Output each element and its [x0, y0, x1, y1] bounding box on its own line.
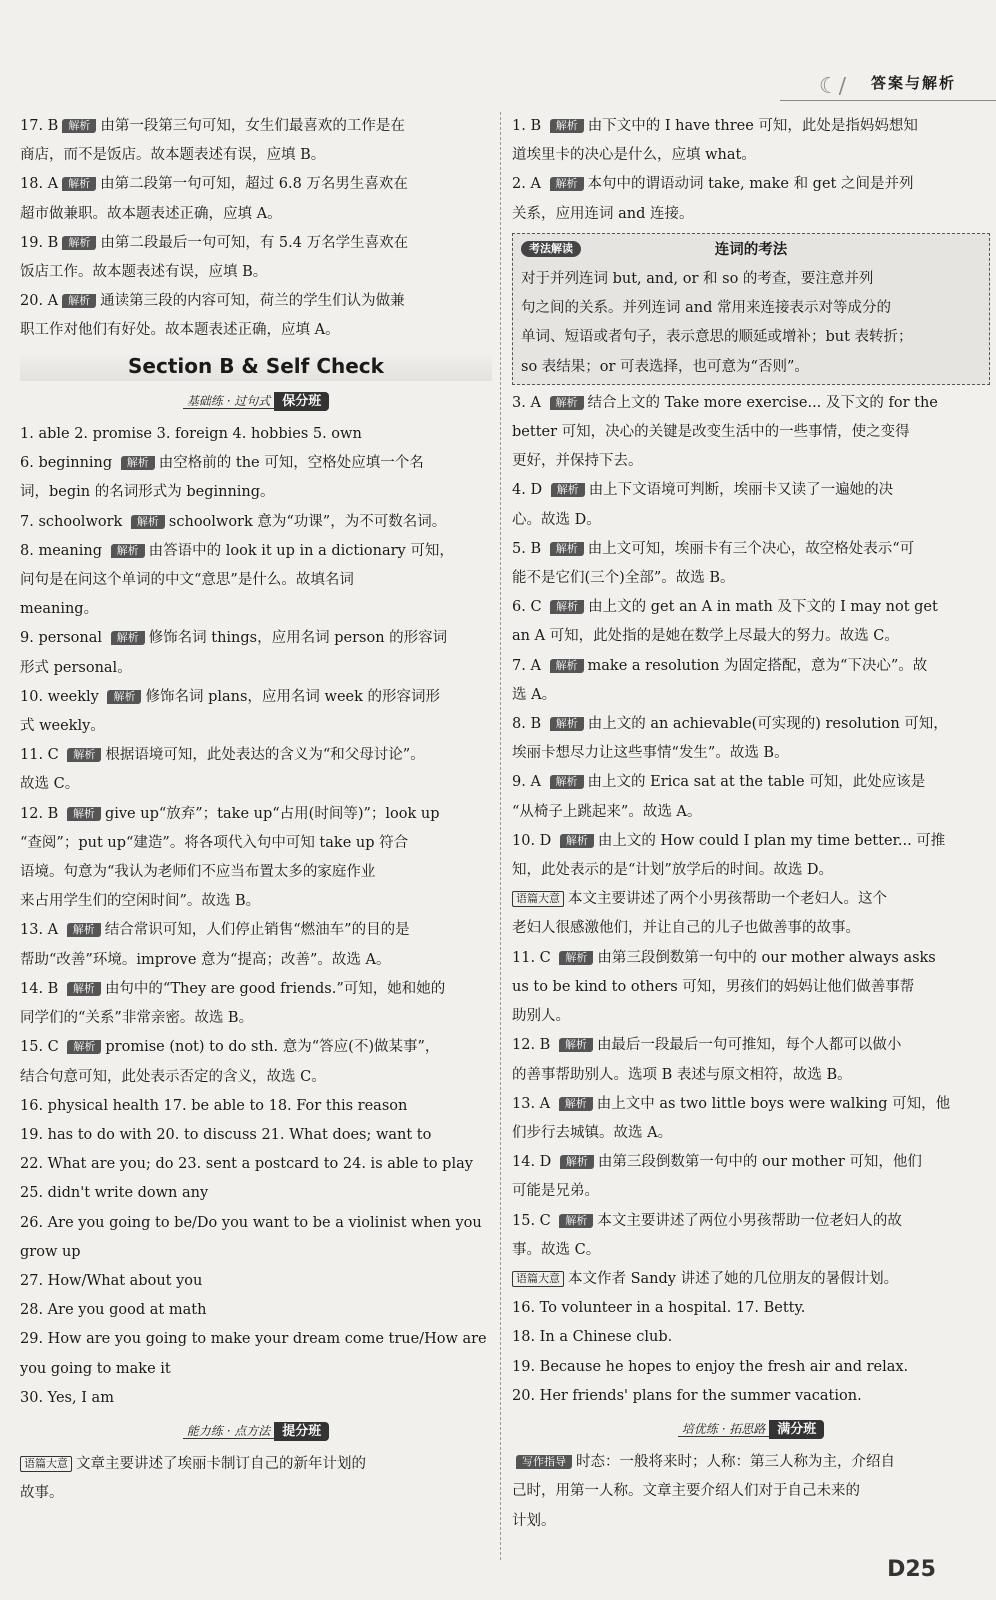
summary-tag: 语篇大意	[512, 1271, 564, 1287]
analysis-tag: 解析	[550, 542, 584, 556]
writing-line: 计划。	[512, 1512, 556, 1529]
header-title: 答案与解析	[870, 74, 956, 92]
answer-line: 28. Are you good at math	[20, 1302, 207, 1319]
answer-line: 12. B 解析 由最后一段最后一句可推知，每个人都可以做小	[512, 1037, 902, 1054]
banner-level: 提分班	[274, 1422, 329, 1441]
answer-line: 心。故选 D。	[512, 511, 601, 528]
summary-line: 故事。	[20, 1485, 64, 1502]
analysis-tag: 解析	[559, 1097, 593, 1111]
analysis-tag: 解析	[111, 631, 145, 645]
answer-line: meaning。	[20, 601, 99, 618]
analysis-tag: 解析	[131, 515, 165, 529]
analysis-tag: 解析	[67, 1040, 101, 1054]
answer-line: an A 可知，此处指的是她在数学上尽最大的努力。故选 C。	[512, 628, 899, 645]
tip-box-line: 句之间的关系。并列连词 and 常用来连接表示对等成分的	[521, 300, 891, 317]
tip-box-line: so 表结果；or 可表选择，也可意为“否则”。	[521, 358, 809, 375]
analysis-tag: 解析	[560, 1155, 594, 1169]
section-title: Section B & Self Check	[20, 352, 492, 381]
answer-line: 10. weekly 解析 修饰名词 plans，应用名词 week 的形容词形	[20, 688, 440, 705]
analysis-tag: 解析	[62, 119, 96, 133]
analysis-tag: 解析	[550, 119, 584, 133]
analysis-tag: 解析	[111, 544, 145, 558]
right-column	[512, 112, 990, 1536]
answer-line: 15. C 解析 本文主要讲述了两位小男孩帮助一位老妇人的故	[512, 1212, 902, 1229]
summary-tag: 语篇大意	[512, 891, 564, 907]
answer-line: 18. A 解析 由第二段第一句可知，超过 6.8 万名男生喜欢在	[20, 176, 408, 193]
answer-line: us to be kind to others 可知，男孩们的妈妈让他们做善事帮	[512, 978, 915, 995]
writing-line: 写作指导 时态：一般将来时；人称：第三人称为主，介绍自	[512, 1448, 990, 1477]
answer-line: 19. Because he hopes to enjoy the fresh air and relax.	[512, 1358, 909, 1375]
answer-line: 12. B 解析 give up“放弃”；take up“占用(时间等)”；look up	[20, 805, 440, 822]
analysis-tag: 解析	[67, 982, 101, 996]
answer-line: 5. B 解析 由上文可知，埃丽卡有三个决心，故空格处表示“可	[512, 540, 915, 557]
section-banner	[20, 1417, 492, 1446]
answer-line: 能不是它们(三个)全部”。故选 B。	[512, 570, 735, 587]
answer-line: 2. A 解析 本句中的谓语动词 take, make 和 get 之间是并列	[512, 176, 914, 193]
analysis-tag: 解析	[62, 236, 96, 250]
answer-line: 22. What are you; do 23. sent a postcard to 24. is able to play	[20, 1156, 473, 1173]
answer-line: 18. In a Chinese club.	[512, 1329, 673, 1346]
answer-line: 29. How are you going to make your dream come true/How are	[20, 1331, 487, 1348]
analysis-tag: 解析	[107, 690, 141, 704]
header-rule	[780, 100, 996, 101]
answer-line: 1. able 2. promise 3. foreign 4. hobbies 5. own	[20, 426, 362, 443]
answer-line: 9. A 解析 由上文的 Erica sat at the table 可知，此处应该是	[512, 774, 926, 791]
answer-line: 超市做兼职。故本题表述正确，应填 A。	[20, 205, 282, 222]
tip-box-icon: 考法解读	[521, 241, 581, 257]
answer-line: 选 A。	[512, 686, 557, 703]
analysis-tag: 解析	[67, 748, 101, 762]
analysis-tag: 解析	[67, 923, 101, 937]
answer-line: 的善事帮助别人。选项 B 表述与原文相符，故选 B。	[512, 1066, 852, 1083]
answer-line: 17. B 解析 由第一段第三句可知，女生们最喜欢的工作是在	[20, 118, 405, 134]
tip-box-line: 对于并列连词 but, and, or 和 so 的考查，要注意并列	[521, 271, 874, 288]
analysis-tag: 解析	[550, 396, 584, 410]
answer-line: “从椅子上跳起来”。故选 A。	[512, 803, 702, 820]
answer-line: 3. A 解析 结合上文的 Take more exercise... 及下文的 for the	[512, 394, 938, 411]
left-column	[20, 112, 492, 1509]
answer-line: 15. C 解析 promise (not) to do sth. 意为“答应(不)做某事”，	[20, 1039, 440, 1056]
answer-line: you going to make it	[20, 1360, 171, 1377]
answer-line: 19. B 解析 由第二段最后一句可知，有 5.4 万名学生喜欢在	[20, 234, 409, 251]
answer-line: 27. How/What about you	[20, 1272, 203, 1289]
section-banner	[512, 1415, 990, 1444]
answer-line: 道埃里卡的决心是什么，应填 what。	[512, 147, 756, 164]
answer-line: 6. beginning 解析 由空格前的 the 可知，空格处应填一个名	[20, 455, 424, 472]
answer-line: 1. B 解析 由下文中的 I have three 可知，此处是指妈妈想知	[512, 118, 918, 134]
answer-line: grow up	[20, 1243, 81, 1260]
answer-line: 11. C 解析 根据语境可知，此处表达的含义为“和父母讨论”。	[20, 747, 425, 764]
banner-label: 能力练 · 点方法	[183, 1424, 274, 1439]
analysis-tag: 解析	[559, 1038, 593, 1052]
answer-line: 埃丽卡想尽力让这些事情“发生”。故选 B。	[512, 745, 789, 762]
summary-line: 老妇人很感激他们，并让自己的儿子也做善事的故事。	[512, 920, 860, 937]
answer-line: 9. personal 解析 修饰名词 things，应用名词 person 的形容词	[20, 630, 448, 647]
analysis-tag: 解析	[550, 775, 584, 789]
answer-line: 们步行去城镇。故选 A。	[512, 1124, 673, 1141]
answer-line: 事。故选 C。	[512, 1241, 601, 1258]
answer-line: 词，begin 的名词形式为 beginning。	[20, 484, 275, 501]
analysis-tag: 解析	[550, 177, 584, 191]
answer-line: 25. didn't write down any	[20, 1185, 209, 1202]
tip-box-title: 考法解读 连词的考法	[521, 236, 981, 265]
section-banner	[20, 387, 492, 416]
answer-line: 20. Her friends' plans for the summer vacation.	[512, 1387, 862, 1404]
answer-line: 饭店工作。故本题表述有误，应填 B。	[20, 264, 268, 281]
banner-level: 满分班	[769, 1420, 824, 1439]
answer-line: 16. To volunteer in a hospital. 17. Betty.	[512, 1300, 806, 1317]
analysis-tag: 解析	[67, 807, 101, 821]
answer-line: 职工作对他们有好处。故本题表述正确，应填 A。	[20, 322, 340, 339]
answer-line: 问句是在问这个单词的中文“意思”是什么。故填名词	[20, 572, 354, 589]
banner-label: 培优练 · 拓思路	[678, 1422, 769, 1437]
answer-line: 来占用学生们的空闲时间”。故选 B。	[20, 893, 261, 910]
analysis-tag: 解析	[551, 483, 585, 497]
writing-line: 己时，用第一人称。文章主要介绍人们对于自己未来的	[512, 1483, 860, 1500]
answer-line: 13. A 解析 结合常识可知，人们停止销售“燃油车”的目的是	[20, 922, 410, 939]
answer-line: 4. D 解析 由上下文语境可判断，埃丽卡又读了一遍她的决	[512, 482, 894, 499]
answer-line: 13. A 解析 由上文中 as two little boys were walking 可知，他	[512, 1095, 951, 1112]
header-decoration-icon: ☾∕	[818, 74, 846, 99]
answer-line: 26. Are you going to be/Do you want to be a violinist when you	[20, 1214, 482, 1231]
analysis-tag: 解析	[550, 717, 584, 731]
writing-tag: 写作指导	[516, 1455, 572, 1469]
answer-line: 20. A 解析 通读第三段的内容可知，荷兰的学生们认为做兼	[20, 293, 405, 310]
summary-line: 语篇大意 本文主要讲述了两个小男孩帮助一个老妇人。这个	[512, 885, 990, 914]
answer-line: 11. C 解析 由第三段倒数第一句中的 our mother always asks	[512, 949, 936, 966]
answer-line: 商店，而不是饭店。故本题表述有误，应填 B。	[20, 147, 326, 164]
tip-box	[512, 233, 990, 385]
answer-line: 助别人。	[512, 1008, 570, 1025]
answer-line: 语境。句意为“我认为老师们不应当布置太多的家庭作业	[20, 864, 376, 881]
answer-line: 7. schoolwork 解析 schoolwork 意为“功课”，为不可数名词。	[20, 513, 447, 530]
answer-line: better 可知，决心的关键是改变生活中的一些事情，使之变得	[512, 424, 910, 441]
answer-line: 式 weekly。	[20, 718, 105, 735]
answer-line: 14. D 解析 由第三段倒数第一句中的 our mother 可知，他们	[512, 1154, 922, 1171]
banner-level: 保分班	[274, 392, 329, 411]
column-divider	[500, 112, 501, 1560]
analysis-tag: 解析	[560, 834, 594, 848]
page-number: D25	[887, 1557, 936, 1582]
answer-line: 故选 C。	[20, 776, 80, 793]
tip-box-line: 单词、短语或者句子，表示意思的顺延或增补；but 表转折；	[521, 329, 913, 346]
answer-line: 8. B 解析 由上文的 an achievable(可实现的) resolution 可知，	[512, 716, 948, 733]
answer-line: 8. meaning 解析 由答语中的 look it up in a dictionary 可知，	[20, 542, 454, 559]
answer-line: 30. Yes, I am	[20, 1389, 114, 1406]
answer-line: 知，此处表示的是“计划”放学后的时间。故选 D。	[512, 862, 834, 879]
analysis-tag: 解析	[62, 294, 96, 308]
answer-line: 14. B 解析 由句中的“They are good friends.”可知，她和她的	[20, 980, 446, 997]
answer-line: 帮助“改善”环境。improve 意为“提高；改善”。故选 A。	[20, 951, 391, 968]
analysis-tag: 解析	[559, 951, 593, 965]
summary-tag: 语篇大意	[20, 1456, 72, 1472]
answer-line: 10. D 解析 由上文的 How could I plan my time better... 可推	[512, 832, 946, 849]
answer-line: 19. has to do with 20. to discuss 21. What does; want to	[20, 1126, 432, 1143]
analysis-tag: 解析	[550, 659, 584, 673]
answer-line: 形式 personal。	[20, 659, 132, 676]
analysis-tag: 解析	[559, 1214, 593, 1228]
answer-line: 结合句意可知，此处表示否定的含义，故选 C。	[20, 1068, 326, 1085]
answer-line: 6. C 解析 由上文的 get an A in math 及下文的 I may not get	[512, 599, 938, 616]
answer-line: 16. physical health 17. be able to 18. For this reason	[20, 1097, 408, 1114]
answer-line: 关系，应用连词 and 连接。	[512, 205, 694, 222]
answer-line: “查阅”；put up“建造”。将各项代入句中可知 take up 符合	[20, 834, 409, 851]
summary-line: 语篇大意 文章主要讲述了埃丽卡制订自己的新年计划的	[20, 1450, 492, 1479]
answer-line: 7. A 解析 make a resolution 为固定搭配，意为“下决心”。故	[512, 657, 928, 674]
answer-line: 更好，并保持下去。	[512, 453, 643, 470]
answer-line: 可能是兄弟。	[512, 1183, 599, 1200]
banner-label: 基础练 · 过句式	[183, 394, 274, 409]
analysis-tag: 解析	[62, 177, 96, 191]
analysis-tag: 解析	[550, 600, 584, 614]
summary-line: 语篇大意 本文作者 Sandy 讲述了她的几位朋友的暑假计划。	[512, 1265, 990, 1294]
analysis-tag: 解析	[121, 456, 155, 470]
answer-line: 同学们的“关系”非常亲密。故选 B。	[20, 1010, 254, 1027]
